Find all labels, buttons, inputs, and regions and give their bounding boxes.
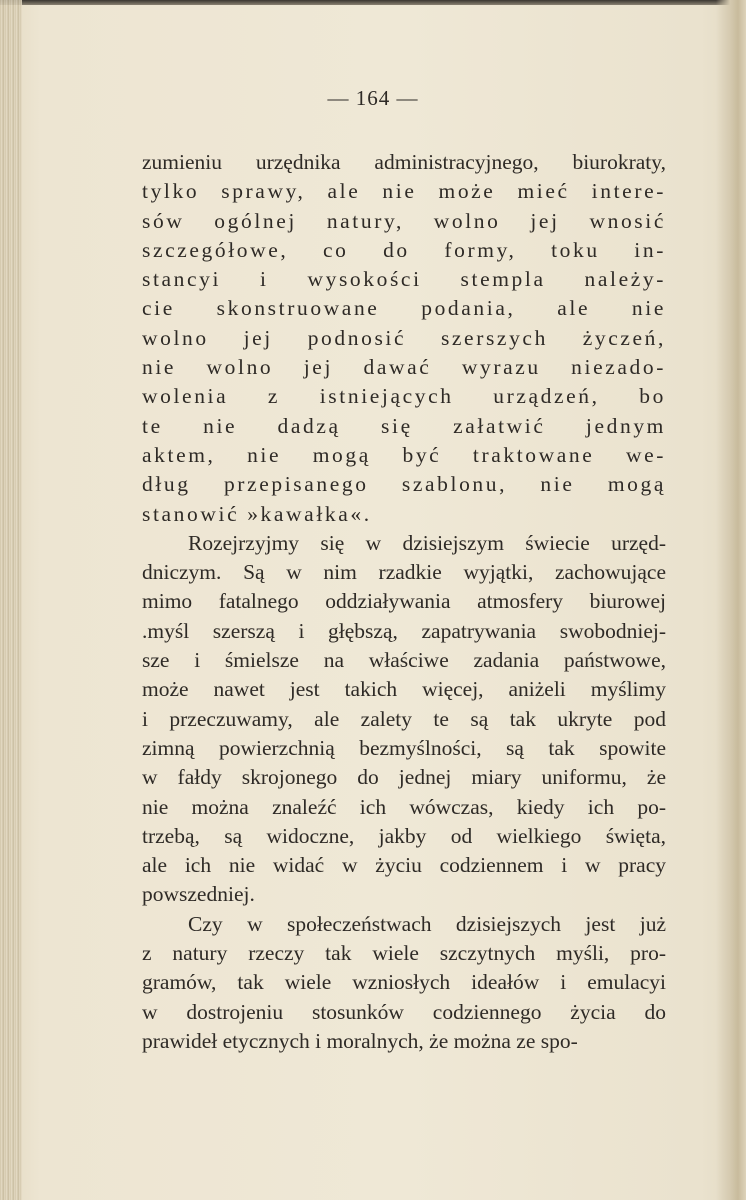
page-right-edge [716, 0, 746, 1200]
text-line: Czy w społeczeństwach dzisiejszych jest już [188, 911, 666, 936]
book-spine-edge [0, 0, 22, 1200]
page-number: — 164 — [327, 86, 419, 110]
text-line: stanowić »kawałka«. [142, 501, 372, 526]
text-line: nie wolno jej dawać wyrazu niezado- [142, 355, 666, 380]
text-line: stancyi i wysokości stempla należy- [142, 267, 666, 292]
text-line: .myśl szerszą i głębszą, zapatrywania swobodniej- [142, 618, 666, 643]
text-line: tylko sprawy, ale nie może mieć intere- [142, 179, 666, 204]
text-line: cie skonstruowane podania, ale nie [142, 296, 666, 321]
text-line: z natury rzeczy tak wiele szczytnych myśli, pro- [142, 941, 666, 966]
paragraph-1 [142, 148, 666, 529]
text-line: gramów, tak wiele wzniosłych ideałów i emulacyi [142, 970, 666, 995]
paragraph-3 [142, 910, 666, 1056]
text-line: Rozejrzyjmy się w dzisiejszym świecie urzęd- [188, 530, 666, 555]
text-line: wolno jej podnosić szerszych życzeń, [142, 325, 666, 350]
text-line: nie można znaleźć ich wówczas, kiedy ich po- [142, 794, 666, 819]
paragraph-2 [142, 529, 666, 910]
text-line: dniczym. Są w nim rzadkie wyjątki, zachowujące [142, 560, 666, 585]
text-line: ale ich nie widać w życiu codziennem i w pracy [142, 853, 666, 878]
text-line: sze i śmielsze na właściwe zadania państwowe, [142, 648, 666, 673]
text-line: wolenia z istniejących urządzeń, bo [142, 384, 666, 409]
text-line: zumieniu urzędnika administracyjnego, biurokraty, [142, 150, 666, 174]
text-line: mimo fatalnego oddziaływania atmosfery biurowej [142, 589, 666, 614]
text-line: powszedniej. [142, 882, 255, 907]
text-line: trzebą, są widoczne, jakby od wielkiego święta, [142, 823, 666, 848]
text-line: aktem, nie mogą być traktowane we- [142, 442, 666, 467]
text-line: szczegółowe, co do formy, toku in- [142, 237, 666, 262]
text-line: prawideł etycznych i moralnych, że można ze spo- [142, 1028, 578, 1053]
text-line: w fałdy skrojonego do jednej miary uniformu, że [142, 765, 666, 790]
text-line: zimną powierzchnią bezmyślności, są tak spowite [142, 735, 666, 760]
text-line: sów ogólnej natury, wolno jej wnosić [142, 208, 666, 233]
text-line: może nawet jest takich więcej, aniżeli myślimy [142, 677, 666, 702]
text-line: dług przepisanego szablonu, nie mogą [142, 472, 666, 497]
page-top-edge [0, 0, 746, 5]
text-line: te nie dadzą się załatwić jednym [142, 413, 666, 438]
text-line: i przeczuwamy, ale zalety te są tak ukryte pod [142, 706, 666, 731]
text-line: w dostrojeniu stosunków codziennego życia do [142, 999, 666, 1024]
body-text [142, 148, 666, 1056]
